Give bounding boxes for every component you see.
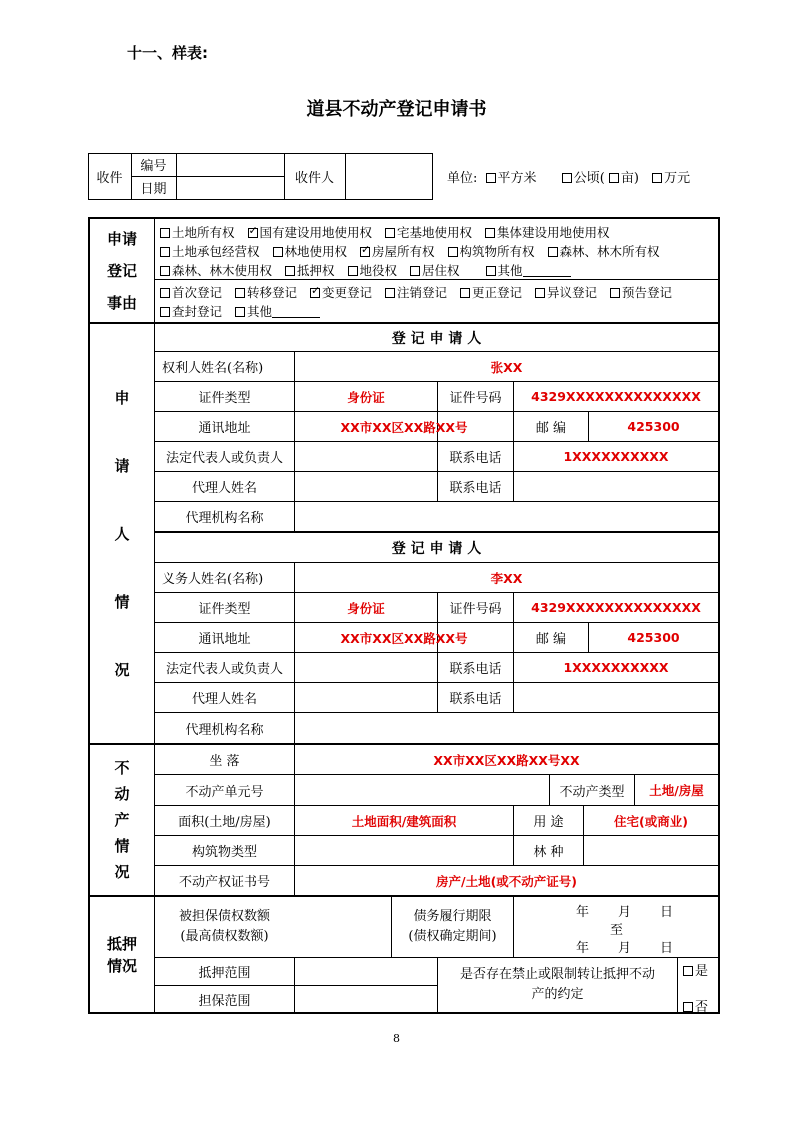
- option-collective-construction-land-use[interactable]: 集体建设用地使用权: [485, 225, 610, 240]
- guarantee-scope-field[interactable]: [295, 986, 437, 1012]
- zip-label: 邮 编: [535, 421, 567, 436]
- obligor-name-value[interactable]: 李XX: [490, 570, 523, 586]
- checkbox-icon[interactable]: [486, 173, 496, 183]
- phone-value[interactable]: 1XXXXXXXXXX: [563, 660, 669, 675]
- debt-period-dates[interactable]: [514, 897, 718, 957]
- id-type-value[interactable]: 身份证: [347, 389, 385, 405]
- unit-option-10k-yuan[interactable]: 万元: [652, 171, 690, 186]
- agency-name-field[interactable]: [295, 502, 718, 531]
- unit-selector: [447, 167, 699, 186]
- checkbox-icon[interactable]: [535, 288, 545, 298]
- receiver-field[interactable]: [346, 154, 432, 198]
- address-label: 通讯地址: [198, 632, 251, 647]
- other-blank[interactable]: [523, 264, 571, 277]
- address-value[interactable]: XX市XX区XX路XX号: [340, 630, 468, 646]
- right-holder-name-value[interactable]: 张XX: [490, 359, 523, 375]
- guarantee-scope-label: 担保范围: [198, 993, 251, 1009]
- secured-amount-label: 被担保债权数额 (最高债权数额): [178, 909, 270, 944]
- checkbox-checked-icon[interactable]: [360, 247, 370, 257]
- agent-name-field[interactable]: [295, 472, 437, 501]
- location-label: 坐 落: [209, 754, 240, 769]
- agent-name-label: 代理人姓名: [191, 481, 257, 496]
- receipt-date-field[interactable]: [177, 177, 283, 198]
- option-mortgage-right[interactable]: 抵押权: [285, 263, 335, 278]
- year-label: 年: [576, 905, 590, 920]
- option-forest-ownership[interactable]: 森林、林木所有权: [548, 244, 660, 259]
- checkbox-icon[interactable]: [160, 307, 170, 317]
- phone-value[interactable]: 1XXXXXXXXXX: [563, 449, 669, 464]
- type-row: [160, 302, 672, 321]
- id-number-value[interactable]: 4329XXXXXXXXXXXXXX: [531, 600, 701, 615]
- zip-value[interactable]: 425300: [627, 630, 680, 645]
- certificate-number-value[interactable]: 房产/土地(或不动产证号): [436, 873, 577, 889]
- debt-period-label: 债务履行期限 (债权确定期间): [408, 909, 497, 944]
- checkbox-icon[interactable]: [486, 266, 496, 276]
- checkbox-icon[interactable]: [160, 247, 170, 257]
- id-type-label: 证件类型: [198, 602, 251, 617]
- option-type-other[interactable]: 其他: [235, 304, 320, 319]
- rights-options: [160, 223, 660, 280]
- checkbox-icon[interactable]: [562, 173, 572, 183]
- checkbox-icon[interactable]: [160, 228, 170, 238]
- applicant-header: 登 记 申 请 人: [391, 540, 482, 557]
- option-change-registration[interactable]: ✓ 变更登记: [310, 285, 372, 300]
- unit-option-sqm[interactable]: 平方米: [486, 171, 537, 186]
- option-land-contract[interactable]: 土地承包经营权: [160, 244, 260, 259]
- page-number: 8: [393, 1032, 400, 1045]
- id-number-label: 证件号码: [449, 602, 502, 617]
- property-type-label: 不动产类型: [559, 784, 625, 800]
- checkbox-icon[interactable]: [460, 288, 470, 298]
- option-homestead-use[interactable]: 宅基地使用权: [385, 225, 472, 240]
- rights-row: [160, 223, 660, 242]
- receipt-number-field[interactable]: [177, 154, 283, 175]
- agent-name-field[interactable]: [295, 683, 437, 712]
- agency-name-label: 代理机构名称: [185, 511, 264, 526]
- checkbox-icon[interactable]: [683, 966, 693, 976]
- checkbox-icon[interactable]: [610, 288, 620, 298]
- id-type-value[interactable]: 身份证: [347, 600, 385, 616]
- agency-name-label: 代理机构名称: [185, 722, 264, 738]
- area-value[interactable]: 土地面积/建筑面积: [351, 813, 457, 829]
- checkbox-icon[interactable]: [385, 228, 395, 238]
- form-title: 道县不动产登记申请书: [306, 99, 487, 120]
- forest-type-label: 林 种: [533, 845, 564, 860]
- property-section-label: 不 动 产 情 况: [114, 759, 130, 881]
- option-rights-other[interactable]: 其他: [486, 263, 571, 278]
- use-value[interactable]: 住宅(或商业): [614, 813, 688, 829]
- unit-number-field[interactable]: [295, 775, 549, 805]
- legal-rep-field[interactable]: [295, 442, 437, 471]
- mortgage-section-label: 抵押 情况: [106, 934, 137, 975]
- registration-type-options: [160, 283, 672, 321]
- type-row: [160, 283, 672, 302]
- checkbox-icon[interactable]: [235, 288, 245, 298]
- mortgage-scope-field[interactable]: [295, 958, 437, 985]
- id-number-value[interactable]: 4329XXXXXXXXXXXXXX: [531, 389, 701, 404]
- checkbox-icon[interactable]: [235, 307, 245, 317]
- phone-label: 联系电话: [449, 662, 502, 677]
- option-forest-use[interactable]: 森林、林木使用权: [160, 263, 272, 278]
- property-type-value[interactable]: 土地/房屋: [649, 783, 704, 798]
- structure-type-label: 构筑物类型: [191, 845, 257, 860]
- checkbox-checked-icon[interactable]: [310, 288, 320, 298]
- certificate-number-label: 不动产权证书号: [178, 875, 270, 890]
- checkbox-checked-icon[interactable]: [248, 228, 258, 238]
- option-residence-right[interactable]: 居住权: [410, 263, 460, 278]
- checkbox-icon[interactable]: [160, 266, 170, 276]
- id-number-label: 证件号码: [449, 391, 502, 406]
- receipt-date-label: 日期: [140, 182, 167, 197]
- option-advance-registration[interactable]: 预告登记: [610, 285, 672, 300]
- month-label: 月: [618, 905, 632, 920]
- option-land-ownership[interactable]: 土地所有权: [160, 225, 235, 240]
- option-seizure-registration[interactable]: 查封登记: [160, 304, 222, 319]
- to-label: 至: [610, 923, 624, 938]
- checkbox-icon[interactable]: [548, 247, 558, 257]
- option-structure-ownership[interactable]: 构筑物所有权: [448, 244, 535, 259]
- checkbox-icon[interactable]: [410, 266, 420, 276]
- applicant-section-label: 申 请 人 情 况: [114, 389, 130, 679]
- address-value[interactable]: XX市XX区XX路XX号: [340, 419, 468, 435]
- obligor-name-label: 义务人姓名(名称): [162, 572, 264, 587]
- other-blank[interactable]: [272, 305, 320, 318]
- zip-label: 邮 编: [535, 632, 567, 647]
- option-house-ownership[interactable]: ✓ 房屋所有权: [360, 244, 435, 259]
- option-cancel-registration[interactable]: 注销登记: [385, 285, 447, 300]
- use-label: 用 途: [533, 815, 564, 830]
- checkbox-icon[interactable]: [683, 1002, 693, 1012]
- receipt-number-label: 编号: [140, 159, 167, 174]
- receipt-label: 收件: [96, 170, 123, 186]
- checkbox-icon[interactable]: [485, 228, 495, 238]
- id-type-label: 证件类型: [198, 391, 251, 406]
- option-first-registration[interactable]: 首次登记: [160, 285, 222, 300]
- checkbox-icon[interactable]: [448, 247, 458, 257]
- agent-phone-label: 联系电话: [449, 481, 502, 496]
- checkbox-icon[interactable]: [385, 288, 395, 298]
- rights-row: [160, 261, 660, 280]
- day-label: 日: [660, 941, 674, 956]
- agency-name-field[interactable]: [295, 713, 718, 743]
- secured-amount-field[interactable]: [295, 897, 391, 957]
- location-value[interactable]: XX市XX区XX路XX号XX: [433, 752, 580, 768]
- checkbox-icon[interactable]: [348, 266, 358, 276]
- option-correction-registration[interactable]: 更正登记: [460, 285, 522, 300]
- month-label: 月: [618, 941, 632, 956]
- forest-type-field[interactable]: [584, 836, 718, 865]
- mortgage-scope-label: 抵押范围: [198, 966, 251, 981]
- checkbox-icon[interactable]: [160, 288, 170, 298]
- checkbox-icon[interactable]: [285, 266, 295, 276]
- receiver-label: 收件人: [294, 170, 334, 186]
- agent-phone-label: 联系电话: [449, 692, 502, 707]
- option-easement[interactable]: 地役权: [348, 263, 398, 278]
- area-label: 面积(土地/房屋): [178, 815, 271, 830]
- checkbox-icon[interactable]: [273, 247, 283, 257]
- zip-value[interactable]: 425300: [627, 419, 680, 434]
- agent-phone-field[interactable]: [514, 683, 718, 712]
- agent-name-label: 代理人姓名: [191, 692, 257, 707]
- applicant-header: 登 记 申 请 人: [391, 330, 482, 347]
- unit-option-hectare[interactable]: 公顷(: [562, 171, 605, 186]
- legal-rep-field[interactable]: [295, 653, 437, 682]
- unit-option-mu[interactable]: 亩): [609, 171, 639, 186]
- structure-type-field[interactable]: [295, 836, 513, 865]
- agent-phone-field[interactable]: [514, 472, 718, 501]
- rights-row: [160, 242, 660, 261]
- restriction-yes-option[interactable]: 是: [683, 960, 708, 979]
- phone-label: 联系电话: [449, 451, 502, 466]
- option-transfer-registration[interactable]: 转移登记: [235, 285, 297, 300]
- right-holder-name-label: 权利人姓名(名称): [162, 361, 264, 376]
- matters-label: 申请 登记 事由: [106, 229, 137, 312]
- section-heading: 十一、样表:: [127, 44, 208, 62]
- option-forest-land-use[interactable]: 林地使用权: [273, 244, 348, 259]
- day-label: 日: [660, 905, 674, 920]
- checkbox-icon[interactable]: [652, 173, 662, 183]
- unit-number-label: 不动产单元号: [185, 784, 264, 800]
- address-label: 通讯地址: [198, 421, 251, 436]
- restriction-no-option[interactable]: 否: [683, 996, 708, 1015]
- year-label: 年: [576, 941, 590, 956]
- transfer-restriction-question: 是否存在禁止或限制转让抵押不动 产的约定: [459, 967, 655, 1002]
- unit-label: 单位:: [447, 171, 478, 186]
- legal-rep-label: 法定代表人或负责人: [165, 451, 283, 466]
- option-state-construction-land-use[interactable]: ✓ 国有建设用地使用权: [248, 225, 373, 240]
- legal-rep-label: 法定代表人或负责人: [165, 662, 283, 677]
- checkbox-icon[interactable]: [609, 173, 619, 183]
- option-objection-registration[interactable]: 异议登记: [535, 285, 597, 300]
